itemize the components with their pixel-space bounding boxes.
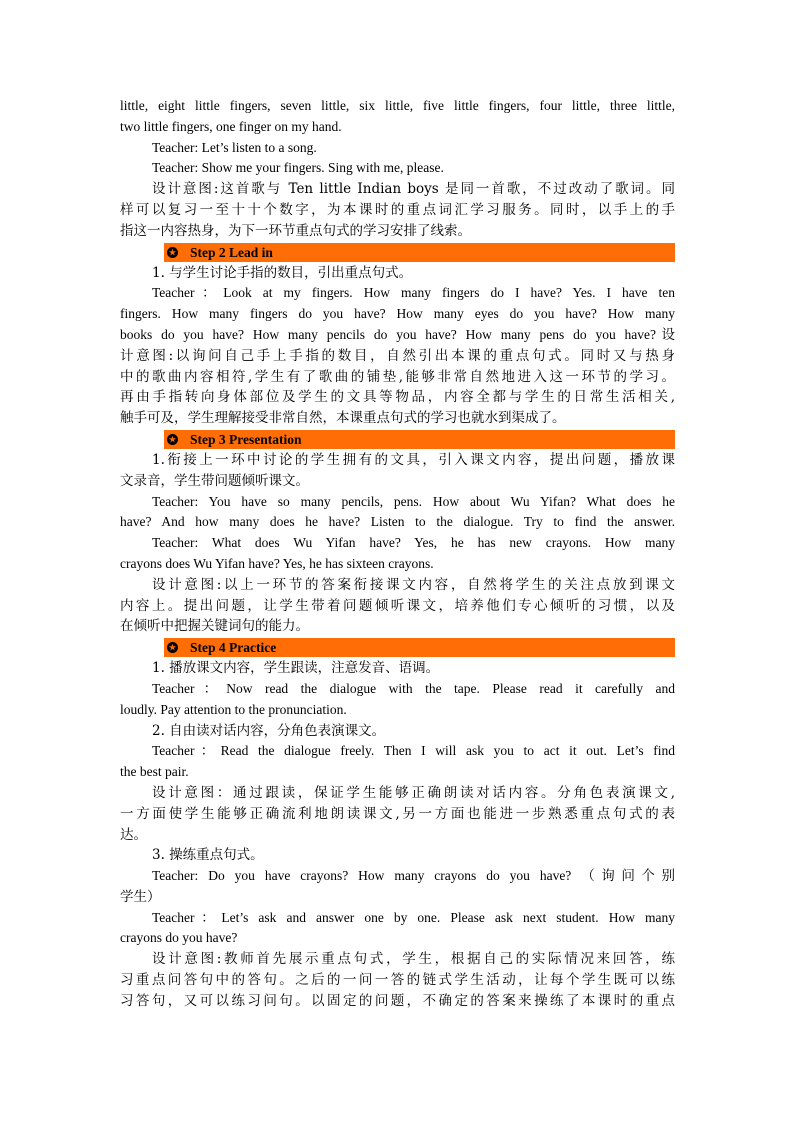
design-intent-line: 设计意图：通过跟读，保证学生能够正确朗读对话内容。分角色表演课文, — [152, 784, 675, 801]
step-heading-practice — [164, 638, 675, 657]
paragraph-line: Teacher: What does Wu Yifan have? Yes, he has new crayons. How many — [152, 535, 675, 551]
design-intent-line: 再由手指转向身体部位及学生的文具等物品，内容全都与学生的日常生活相关, — [120, 389, 675, 406]
star-circle-icon: ★ — [168, 434, 177, 444]
design-intent-line: 计意图:以询问自己手上手指的数目，自然引出本课的重点句式。同时又与热身 — [120, 347, 675, 364]
design-intent-line: 达。 — [120, 826, 147, 843]
paragraph-line: 2. 自由读对话内容，分角色表演课文。 — [152, 722, 386, 739]
paragraph-line: 1. 与学生讨论手指的数目，引出重点句式。 — [152, 264, 413, 281]
design-intent-line: 中的歌曲内容相符,学生有了歌曲的铺垫,能够非常自然地进入这一环节的学习。 — [120, 368, 675, 385]
step-title: Step 4 Practice — [190, 640, 277, 656]
step-heading-lead-in — [164, 243, 675, 262]
paragraph-line: Teacher: Let’s listen to a song. — [152, 139, 317, 155]
paragraph-line: 3. 操练重点句式。 — [152, 847, 264, 864]
design-intent-line: 内容上。提出问题，让学生带着问题倾听课文，培养他们专心倾听的习惯，以及 — [120, 597, 675, 614]
paragraph-line: books do you have? How many pencils do you have? How many pens do you have?设 — [120, 326, 675, 342]
design-intent-line: 习重点问答句中的答句。之后的一问一答的链式学生活动，让每个学生既可以练 — [120, 972, 675, 989]
design-intent-line: 设计意图:以上一环节的答案衔接课文内容，自然将学生的关注点放到课文 — [152, 576, 675, 593]
paragraph-line: the best pair. — [120, 764, 189, 780]
design-intent-line: 习答句，又可以练习问句。以固定的问题，不确定的答案来操练了本课时的重点 — [120, 992, 675, 1009]
paragraph-line: Teacher：Let’s ask and answer one by one. Please ask next student. How many — [152, 909, 675, 925]
paragraph-line: Teacher: Show me your fingers. Sing with me, please. — [152, 160, 444, 176]
paragraph-line: Teacher: Do you have crayons? How many crayons do you have? （询问个别 — [152, 868, 675, 884]
design-intent-line: 样可以复习一至十十个数字，为本课时的重点词汇学习服务。同时，以手上的手 — [120, 201, 675, 218]
design-intent-line: 指这一内容热身，为下一环节重点句式的学习安排了线索。 — [120, 222, 471, 239]
paragraph-line: Teacher：Read the dialogue freely. Then I will ask you to act it out. Let’s find — [152, 743, 675, 759]
paragraph-line: little, eight little fingers, seven little, six little, five little fingers, four little, three little, — [120, 98, 675, 113]
paragraph-line: fingers. How many fingers do you have? How many eyes do you have? How many — [120, 306, 675, 322]
document-page — [120, 96, 675, 1012]
design-intent-line: 触手可及，学生理解接受非常自然，本课重点句式的学习也就水到渠成了。 — [120, 410, 566, 427]
step-title: Step 2 Lead in — [190, 244, 273, 260]
paragraph-line: crayons do you have? — [120, 930, 238, 946]
star-circle-icon: ★ — [168, 643, 177, 653]
design-intent-line: 设计意图:这首歌与 Ten little Indian boys 是同一首歌，不过改动了歌词。同 — [152, 181, 675, 198]
step-heading-presentation — [164, 430, 675, 449]
paragraph-line: 1. 播放课文内容，学生跟读，注意发音、语调。 — [152, 660, 440, 677]
paragraph-line: 1.衔接上一环中讨论的学生拥有的文具，引入课文内容，提出问题，播放课 — [152, 451, 675, 468]
design-intent-line: 设计意图:教师首先展示重点句式，学生，根据自己的实际情况来回答，练 — [152, 951, 675, 968]
step-title: Step 3 Presentation — [190, 431, 302, 447]
paragraph-line: Teacher：Now read the dialogue with the tape. Please read it carefully and — [152, 680, 675, 696]
paragraph-line: loudly. Pay attention to the pronunciation. — [120, 701, 347, 717]
design-intent-line: 在倾听中把握关键词句的能力。 — [120, 618, 309, 635]
paragraph-line: crayons does Wu Yifan have? Yes, he has sixteen crayons. — [120, 555, 434, 571]
star-circle-icon: ★ — [168, 247, 177, 257]
paragraph-line: 学生） — [120, 888, 161, 905]
paragraph-line: have? And how many does he have? Listen to the dialogue. Try to find the answer. — [120, 514, 675, 530]
paragraph-line: Teacher: You have so many pencils, pens. How about Wu Yifan? What does he — [152, 493, 675, 509]
paragraph-line: Teacher：Look at my fingers. How many fingers do I have? Yes. I have ten — [152, 285, 675, 301]
design-intent-line: 一方面使学生能够正确流利地朗读课文,另一方面也能进一步熟悉重点句式的表 — [120, 805, 675, 822]
paragraph-line: two little fingers, one finger on my hand. — [120, 118, 342, 134]
paragraph-line: 文录音，学生带问题倾听课文。 — [120, 472, 309, 489]
